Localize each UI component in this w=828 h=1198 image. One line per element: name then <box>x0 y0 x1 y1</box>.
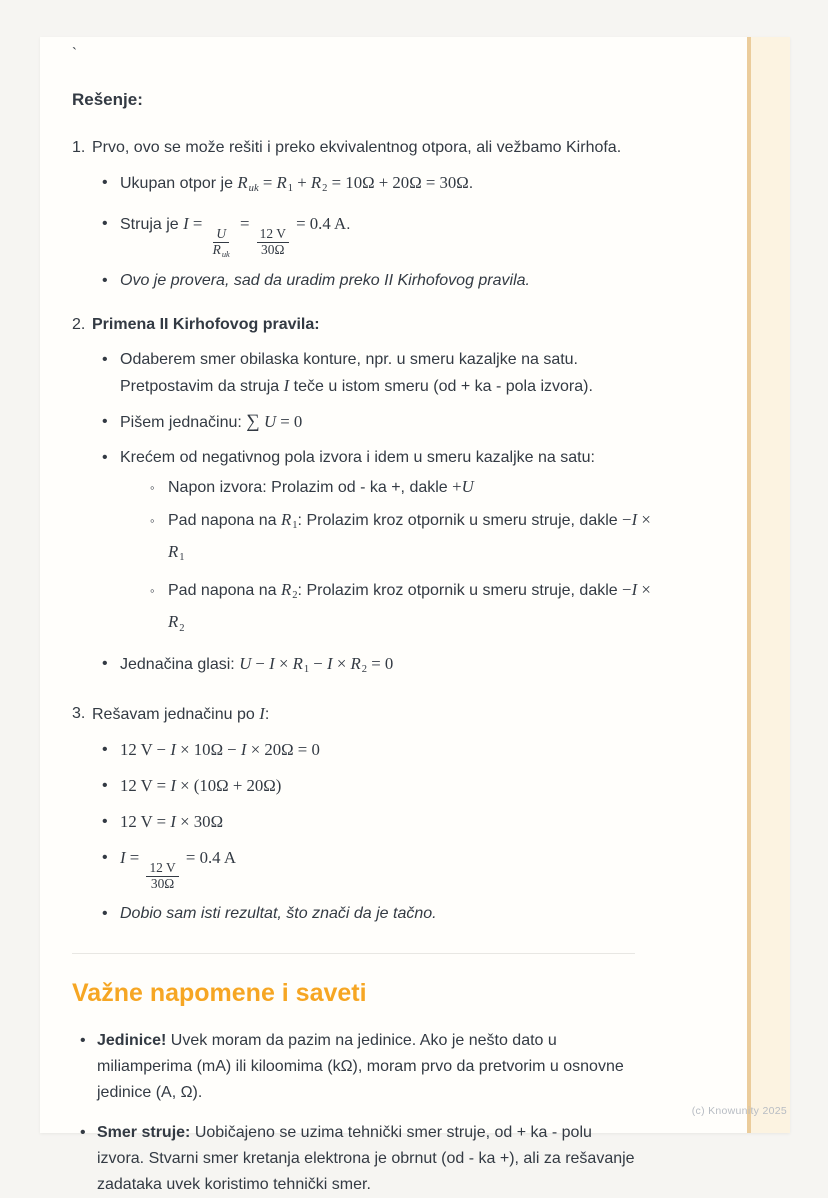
bullet-marker: • <box>102 848 108 866</box>
copyright-text: (c) Knowunity 2025 <box>691 1105 787 1117</box>
ordered-list-item <box>72 701 719 927</box>
math-subscript: 1 <box>292 520 298 532</box>
math-text: × <box>637 509 651 529</box>
bullet-item <box>102 737 719 764</box>
note-item <box>80 1028 719 1106</box>
math-text: = 0.4 A <box>291 214 347 234</box>
text-segment: Pad napona na <box>168 582 281 600</box>
bullet-item <box>102 268 719 294</box>
math-text: 12 V <box>149 859 176 875</box>
bullet-list <box>92 170 719 294</box>
math-subscript: 2 <box>179 622 185 634</box>
math-variable: U <box>461 476 474 496</box>
text-segment: Odaberem smer obilaska konture, npr. u smeru kazaljke na satu. <box>120 350 578 368</box>
bullet-marker: • <box>102 412 108 430</box>
math-subscript: uk <box>248 183 259 195</box>
math-text: × <box>274 653 293 673</box>
math-variable: R <box>237 173 248 192</box>
section-divider <box>72 953 635 954</box>
math-text: × (10Ω + 20Ω) <box>175 775 282 795</box>
circle-item <box>150 577 719 641</box>
math-variable: I <box>120 847 126 867</box>
circle-marker: ◦ <box>150 583 155 599</box>
math-text: = 0.4 A <box>181 847 236 867</box>
math-variable: R <box>168 542 179 562</box>
text-segment: izvora. Stvarni smer kretanja elektrona je obrnut (od - ka +), ali za rešavanje <box>97 1149 635 1167</box>
math-variable: I <box>240 739 247 759</box>
math-text: − <box>251 653 270 673</box>
bold-text: Smer struje: <box>97 1123 191 1141</box>
math-text: + <box>452 476 462 496</box>
bullet-item <box>102 409 719 436</box>
text-segment: Napon izvora: Prolazim od - ka +, dakle <box>168 478 453 496</box>
fraction-denominator <box>148 877 177 892</box>
math-text: + <box>293 173 311 192</box>
item-text <box>92 316 320 333</box>
bullet-text <box>120 351 593 395</box>
bold-text: Jedinice! <box>97 1031 167 1049</box>
bullet-marker: • <box>102 215 108 233</box>
math-text: = <box>188 214 207 234</box>
math-fraction <box>257 227 289 258</box>
text-segment: Krećem od negativnog pola izvora i idem u smeru kazaljke na satu: <box>120 448 595 466</box>
bullet-item <box>102 445 719 642</box>
bullet-marker: • <box>102 271 108 289</box>
solution-heading: Rešenje: <box>72 90 143 109</box>
math-text: × 10Ω − <box>175 739 241 759</box>
text-segment: Jednačina glasi: <box>120 655 240 673</box>
math-variable: I <box>170 775 176 795</box>
math-subscript: 2 <box>292 590 298 602</box>
bullet-item <box>102 347 719 400</box>
notes-heading: Važne napomene i saveti <box>72 978 367 1007</box>
math-text: × 20Ω = 0 <box>246 739 320 759</box>
math-variable: I <box>259 703 265 723</box>
note-item <box>80 1120 719 1198</box>
solution-list <box>72 135 719 927</box>
math-variable: R <box>276 173 287 192</box>
item-text <box>92 703 270 723</box>
math-text: × 30Ω <box>175 811 224 831</box>
text-segment: : Prolazim kroz otpornik u smeru struje, dakle <box>297 511 623 529</box>
bullet-text <box>120 449 595 466</box>
item-number: 3. <box>72 704 86 722</box>
bullet-marker: • <box>102 174 108 191</box>
bullet-item <box>102 809 719 836</box>
circle-marker: ◦ <box>150 512 155 528</box>
bullet-item <box>102 211 719 259</box>
item-number: 1. <box>72 139 86 156</box>
bullet-marker: • <box>80 1031 86 1049</box>
text-segment: Prvo, ovo se može rešiti i preko ekvivalentnog otpora, ali vežbamo Kirhofa. <box>92 139 622 156</box>
text-segment: Pad napona na <box>168 511 281 529</box>
math-variable: I <box>183 214 189 234</box>
math-subscript: 1 <box>287 183 294 195</box>
math-variable: R <box>212 242 221 258</box>
math-variable: R <box>310 173 322 192</box>
math-text: 30Ω <box>261 242 285 258</box>
math-subscript: 1 <box>179 552 185 564</box>
circle-marker: ◦ <box>150 479 155 495</box>
bullet-marker: • <box>102 904 108 922</box>
math-text: = 0 <box>367 653 394 673</box>
notes-list <box>72 1028 719 1198</box>
bullet-text <box>120 653 394 675</box>
ordered-list-item <box>72 135 719 294</box>
bullet-text <box>120 775 282 795</box>
stray-backtick: ` <box>72 45 77 62</box>
ordered-list-item <box>72 312 719 683</box>
math-variable: I <box>170 739 176 759</box>
italic-text: Dobio sam isti rezultat, što znači da je tačno. <box>120 904 437 922</box>
text-segment: Uobičajeno se uzima tehnički smer struje, od + ka - polu <box>190 1123 592 1141</box>
bullet-marker: • <box>102 350 108 368</box>
fraction-numerator <box>213 227 229 243</box>
math-text: − <box>622 509 632 529</box>
math-text: 12 V − <box>120 739 171 759</box>
bullet-marker: • <box>102 740 108 758</box>
text-segment: Struja je <box>120 216 184 234</box>
text-segment: teče u istom smeru (od + ka - pola izvora). <box>289 377 593 395</box>
fraction-numerator <box>257 227 289 243</box>
decorative-strip <box>747 37 790 1133</box>
document-card <box>40 37 790 1193</box>
fraction-denominator <box>210 243 233 259</box>
bullet-text <box>120 739 320 759</box>
math-fraction <box>146 861 178 892</box>
math-text: 12 V = <box>120 811 171 831</box>
note-text <box>97 1032 624 1101</box>
bullet-marker: • <box>102 654 108 672</box>
text-segment: . <box>468 175 474 192</box>
bullet-item <box>102 845 719 892</box>
bullet-list <box>92 347 719 683</box>
math-variable: I <box>327 653 333 673</box>
text-segment: . <box>346 216 351 234</box>
math-variable: R <box>350 653 361 673</box>
bullet-text <box>120 905 437 922</box>
bullet-item <box>102 773 719 800</box>
bullet-list <box>92 737 719 927</box>
fraction-denominator <box>258 243 287 258</box>
bullet-item <box>102 170 719 202</box>
math-variable: I <box>631 509 638 529</box>
math-subscript: 1 <box>303 663 310 675</box>
math-fraction <box>210 227 233 259</box>
text-segment: Ukupan otpor je <box>120 175 238 192</box>
math-text: 12 V = <box>120 775 171 795</box>
math-subscript: uk <box>221 248 230 259</box>
item-text <box>92 139 621 156</box>
math-text: × <box>332 653 351 673</box>
bullet-item <box>102 651 719 683</box>
italic-text: Ovo je provera, sad da uradim preko II Kirhofovog pravila. <box>120 271 530 289</box>
math-text: 30Ω <box>150 875 175 891</box>
math-variable: I <box>170 811 176 831</box>
math-variable: R <box>292 653 303 673</box>
text-segment: Pretpostavim da struja <box>120 377 284 395</box>
math-text: 12 V <box>259 226 286 242</box>
bullet-marker: • <box>102 812 108 830</box>
circle-text <box>168 509 651 564</box>
math-variable: I <box>631 580 638 600</box>
circle-list <box>120 474 719 642</box>
math-text: − <box>622 580 632 600</box>
math-variable: I <box>283 375 290 395</box>
circle-item <box>150 474 719 501</box>
math-variable: R <box>281 509 292 529</box>
math-variable: U <box>263 411 277 431</box>
bold-text: Primena II Kirhofovog pravila: <box>92 315 320 333</box>
note-text <box>97 1124 635 1193</box>
math-text: = 10Ω + 20Ω = 30Ω <box>327 173 469 192</box>
math-variable: R <box>281 580 292 600</box>
bullet-item <box>102 901 719 927</box>
math-subscript: 2 <box>322 183 328 195</box>
math-subscript: 2 <box>361 663 368 675</box>
math-text: × <box>637 580 651 600</box>
math-text: = 0 <box>276 411 303 431</box>
math-text: = <box>235 214 254 234</box>
bullet-text <box>120 173 474 195</box>
math-text: = <box>125 847 144 867</box>
text-segment: Pišem jednačinu: <box>120 413 247 431</box>
text-segment: Rešavam jednačinu po <box>92 705 260 723</box>
circle-text <box>168 580 651 634</box>
sum-symbol: ∑ <box>246 410 260 432</box>
text-segment: jedinice (A, Ω). <box>97 1083 203 1101</box>
bullet-marker: • <box>102 776 108 794</box>
item-number: 2. <box>72 315 86 333</box>
math-variable: U <box>239 653 252 673</box>
fraction-numerator <box>146 861 178 877</box>
circle-text <box>168 476 474 496</box>
text-segment: : Prolazim kroz otpornik u smeru struje, dakle <box>297 582 623 600</box>
math-variable: R <box>168 612 179 632</box>
document-content <box>40 37 747 1193</box>
bullet-text <box>120 272 530 289</box>
text-segment: Uvek moram da pazim na jedinice. Ako je nešto dato u <box>166 1031 557 1049</box>
bullet-marker: • <box>102 448 108 466</box>
text-segment: : <box>264 705 270 723</box>
bullet-marker: • <box>80 1123 86 1141</box>
bullet-text <box>120 811 224 831</box>
text-segment: miliamperima (mA) ili kiloomima (kΩ), moram prvo da pretvorim u osnovne <box>97 1057 624 1075</box>
circle-item <box>150 507 719 571</box>
text-segment: zadataka uvek koristimo tehnički smer. <box>97 1175 371 1193</box>
math-text: = <box>258 173 277 192</box>
math-variable: I <box>269 653 275 673</box>
math-variable: U <box>216 226 227 242</box>
math-text: − <box>309 653 328 673</box>
bullet-text <box>120 410 303 432</box>
